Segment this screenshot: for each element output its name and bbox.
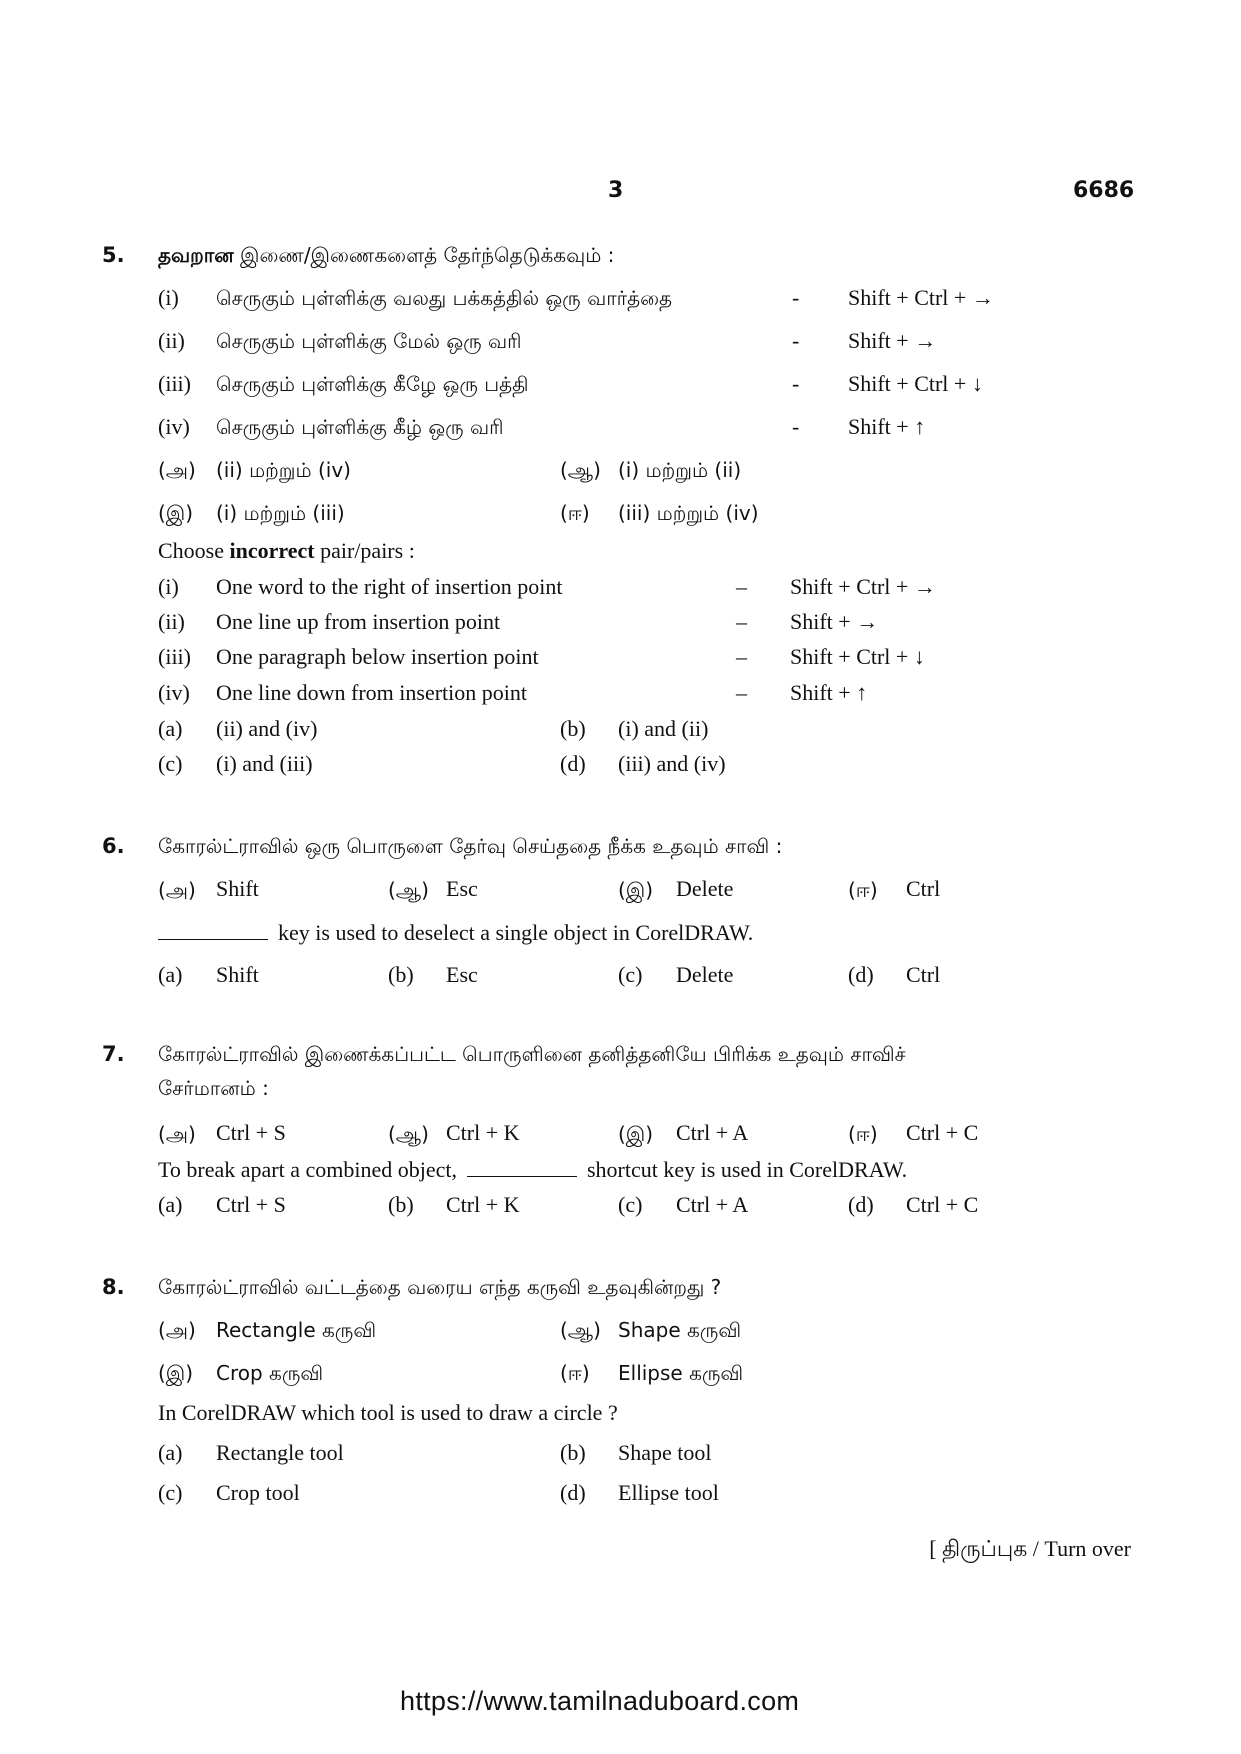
option-label: (இ) [158, 1361, 194, 1385]
question-number: 6. [102, 834, 125, 858]
option-text: Ctrl [906, 876, 941, 901]
item-key: Shift + Ctrl + → [790, 574, 936, 599]
item-dash: - [792, 414, 800, 439]
option-label: (d) [848, 962, 874, 987]
option-text: Esc [446, 962, 478, 987]
option-text: (i) and (ii) [618, 716, 709, 741]
option-text: Ctrl [906, 962, 941, 987]
option-label: (c) [618, 962, 643, 987]
item-dash: – [736, 574, 747, 599]
english-question-post: pair/pairs : [320, 538, 415, 563]
option-text: Delete [676, 962, 734, 987]
option-text: (i) மற்றும் (ii) [618, 458, 742, 482]
english-question [158, 538, 415, 564]
option-label: (அ) [158, 878, 196, 902]
tamil-question-line-1: கோரல்ட்ராவில் இணைக்கப்பட்ட பொருளினை தனித்தனியே பிரிக்க உதவும் சாவிச் [158, 1042, 906, 1066]
item-dash: – [736, 680, 747, 705]
option-label: (a) [158, 1192, 183, 1217]
english-question-post: shortcut key is used in CorelDRAW. [587, 1157, 908, 1182]
option-text: (ii) மற்றும் (iv) [216, 458, 351, 482]
item-number: (iv) [158, 680, 190, 705]
item-number: (iv) [158, 414, 190, 439]
option-label: (ஆ) [560, 1318, 601, 1342]
item-key: Shift + ↑ [790, 680, 868, 705]
question-number: 8. [102, 1275, 125, 1299]
option-text: Esc [446, 876, 478, 901]
item-text: செருகும் புள்ளிக்கு மேல் ஒரு வரி [216, 329, 522, 353]
option-label: (b) [388, 962, 414, 987]
option-label: (d) [848, 1192, 874, 1217]
option-text: Crop tool [216, 1480, 300, 1505]
turn-over-note: [ திருப்புக / Turn over [929, 1536, 1131, 1561]
option-label: (ஆ) [560, 458, 601, 482]
option-label: (b) [560, 1440, 586, 1465]
option-label: (அ) [158, 1318, 196, 1342]
item-dash: - [792, 328, 800, 353]
item-text: One line down from insertion point [216, 680, 528, 705]
question-number: 5. [102, 243, 125, 267]
option-label: (b) [388, 1192, 414, 1217]
option-label: (ஈ) [560, 1361, 590, 1385]
option-text: Shape tool [618, 1440, 712, 1465]
option-text: Ctrl + S [216, 1120, 286, 1145]
item-key: Shift + → [790, 609, 879, 634]
option-label: (c) [158, 1480, 183, 1505]
option-text: Ctrl + C [906, 1192, 979, 1217]
fill-blank [467, 1175, 577, 1177]
option-label: (c) [158, 751, 183, 776]
option-text: (iii) மற்றும் (iv) [618, 501, 759, 525]
tamil-question: கோரல்ட்ராவில் ஒரு பொருளை தேர்வு செய்ததை நீக்க உதவும் சாவி : [158, 834, 783, 858]
item-dash: - [792, 285, 800, 310]
item-key: Shift + Ctrl + → [848, 285, 994, 310]
tamil-question-rest: இணை/இணைகளைத் தேர்ந்தெடுக்கவும் : [239, 243, 615, 267]
item-key: Shift + → [848, 328, 937, 353]
item-number: (ii) [158, 609, 185, 634]
english-question-bold: incorrect [229, 538, 315, 563]
item-text: One line up from insertion point [216, 609, 501, 634]
option-text: Rectangle கருவி [216, 1318, 377, 1342]
item-key: Shift + Ctrl + ↓ [790, 644, 925, 669]
option-text: (ii) and (iv) [216, 716, 318, 741]
item-number: (i) [158, 574, 179, 599]
english-question-text: key is used to deselect a single object in CorelDRAW. [278, 920, 754, 945]
option-label: (d) [560, 1480, 586, 1505]
item-text: One paragraph below insertion point [216, 644, 539, 669]
item-number: (iii) [158, 371, 191, 396]
item-dash: – [736, 609, 747, 634]
option-text: Shift [216, 962, 259, 987]
item-dash: - [792, 371, 800, 396]
option-label: (அ) [158, 1122, 196, 1146]
option-text: Ctrl + A [676, 1120, 749, 1145]
footer-url[interactable]: https://www.tamilnaduboard.com [400, 1686, 800, 1716]
option-label: (a) [158, 716, 183, 741]
tamil-question-bold: தவறான [158, 243, 234, 267]
option-text: (i) and (iii) [216, 751, 313, 776]
option-text: Ctrl + S [216, 1192, 286, 1217]
english-question-pre: Choose [158, 538, 224, 563]
tamil-question: கோரல்ட்ராவில் வட்டத்தை வரைய எந்த கருவி உதவுகின்றது ? [158, 1275, 722, 1299]
option-text: Ctrl + C [906, 1120, 979, 1145]
option-text: Ctrl + K [446, 1120, 520, 1145]
english-question [158, 1157, 907, 1183]
option-label: (இ) [618, 1122, 654, 1146]
english-question: In CorelDRAW which tool is used to draw a circle ? [158, 1400, 618, 1425]
option-label: (ஆ) [388, 1122, 429, 1146]
option-text: (i) மற்றும் (iii) [216, 501, 345, 525]
question-number: 7. [102, 1042, 125, 1066]
option-label: (ஆ) [388, 878, 429, 902]
option-text: Ellipse கருவி [618, 1361, 744, 1385]
option-text: Shape கருவி [618, 1318, 742, 1342]
item-key: Shift + Ctrl + ↓ [848, 371, 983, 396]
item-key: Shift + ↑ [848, 414, 926, 439]
item-number: (iii) [158, 644, 191, 669]
option-text: Ctrl + K [446, 1192, 520, 1217]
option-label: (ஈ) [848, 1122, 878, 1146]
option-text: Ctrl + A [676, 1192, 749, 1217]
option-text: Delete [676, 876, 734, 901]
item-dash: – [736, 644, 747, 669]
option-label: (a) [158, 962, 183, 987]
option-text: Crop கருவி [216, 1361, 324, 1385]
english-question-pre: To break apart a combined object, [158, 1157, 457, 1182]
item-text: செருகும் புள்ளிக்கு வலது பக்கத்தில் ஒரு வார்த்தை [216, 286, 673, 310]
option-text: (iii) and (iv) [618, 751, 726, 776]
fill-blank [158, 938, 268, 940]
option-label: (ஈ) [560, 501, 590, 525]
option-label: (b) [560, 716, 586, 741]
option-text: Shift [216, 876, 259, 901]
option-label: (ஈ) [848, 878, 878, 902]
english-question [158, 920, 753, 946]
option-label: (a) [158, 1440, 183, 1465]
option-label: (இ) [618, 878, 654, 902]
tamil-question [158, 243, 614, 270]
option-text: Rectangle tool [216, 1440, 344, 1465]
item-text: செருகும் புள்ளிக்கு கீழே ஒரு பத்தி [216, 372, 529, 396]
item-number: (ii) [158, 328, 185, 353]
item-number: (i) [158, 285, 179, 310]
page-number: 3 [608, 178, 624, 203]
option-label: (இ) [158, 501, 194, 525]
option-label: (அ) [158, 458, 196, 482]
tamil-question-line-2: சேர்மானம் : [158, 1076, 269, 1100]
option-text: Ellipse tool [618, 1480, 719, 1505]
item-text: செருகும் புள்ளிக்கு கீழ் ஒரு வரி [216, 415, 504, 439]
option-label: (d) [560, 751, 586, 776]
option-label: (c) [618, 1192, 643, 1217]
item-text: One word to the right of insertion point [216, 574, 563, 599]
paper-code: 6686 [1073, 178, 1135, 203]
